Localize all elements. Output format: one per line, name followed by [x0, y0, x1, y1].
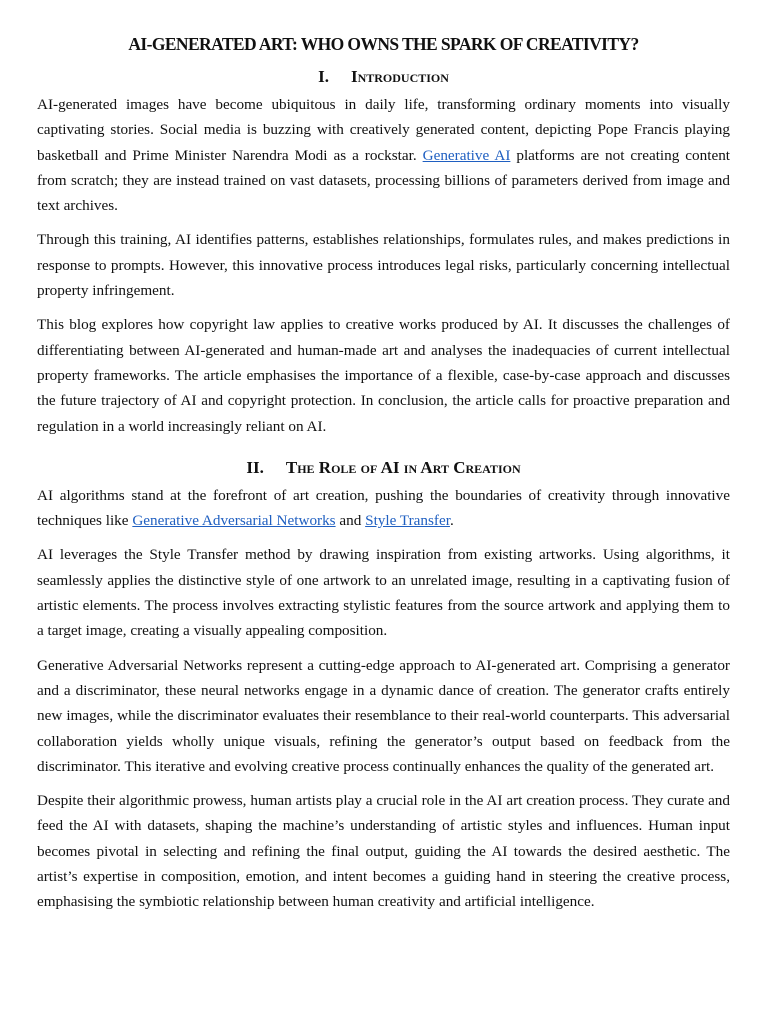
intro-paragraph-2: Through this training, AI identifies patterns, establishes relationships, formulates rules, and makes predictions in response to prompts. However, this innovative process introduces legal risks, particularly concerning intellectual property infringement.: [37, 231, 730, 300]
role-paragraph-2: AI leverages the Style Transfer method by drawing inspiration from existing artworks. Using algorithms, it seamlessly applies the distinctive style of one artwork to an unrelated image, resulting in a captivating fusion of artistic elements. The process involves extracting stylistic features from the source artwork and applying them to a target image, creating a visually appealing composition.: [37, 546, 730, 640]
document-page: [37, 0, 730, 915]
intro-paragraph-3: This blog explores how copyright law applies to creative works produced by AI. It discusses the challenges of differentiating between AI-generated and human-made art and analyses the inadequacies of current intellectual property frameworks. The article emphasises the importance of a flexible, case-by-case approach and discusses the future trajectory of AI and copyright protection. In conclusion, the article calls for proactive preparation and regulation in a world increasingly reliant on AI.: [37, 316, 730, 435]
paragraph-text: AI algorithms stand at the forefront of art creation, pushing the boundaries of creativity through innovative techniques like: [37, 486, 730, 530]
section-title: Introduction: [350, 67, 449, 86]
document-title: AI-GENERATED ART: WHO OWNS THE SPARK OF CREATIVITY?: [128, 34, 639, 54]
paragraph-text: platforms are not creating content from scratch; they are instead trained on vast datasets, processing billions of parameters derived from image and text archives.: [37, 146, 731, 215]
paragraph-text: and: [335, 512, 366, 530]
intro-paragraph-1: [37, 92, 730, 218]
section-number: I.: [318, 67, 329, 86]
section-heading-introduction: [37, 67, 730, 87]
role-paragraph-4: Despite their algorithmic prowess, human artists play a crucial role in the AI art creation process. They curate and feed the AI with datasets, shaping the machine’s understanding of artistic styles and influences. Human input becomes pivotal in selecting and refining the final output, guiding the AI towards the desired aesthetic. The artist’s expertise in composition, emotion, and intent becomes a guiding hand in steering the creative process, emphasising the symbiotic relationship between human creativity and artificial intelligence.: [37, 792, 730, 911]
style-transfer-link[interactable]: Style Transfer: [365, 512, 450, 530]
paragraph-text: .: [449, 512, 454, 530]
section-heading-role-of-ai: [37, 458, 730, 478]
role-paragraph-3: Generative Adversarial Networks represent a cutting-edge approach to AI-generated art. Comprising a generator and a discriminator, these neural networks engage in a dynamic dance of creation. The generator crafts entirely new images, while the discriminator evaluates their resemblance to their real-world counterparts. This adversarial collaboration yields wholly unique visuals, refining the generator’s output based on feedback from the discriminator. This iterative and evolving creative process continually enhances the quality of the generated art.: [37, 656, 730, 775]
paragraph-text: AI-generated images have become ubiquitous in daily life, transforming ordinary moments into visually captivating stories. Social media is buzzing with creatively generated content, depicting Pope Francis playing basketball and Prime Minister Narendra Modi as a rockstar.: [37, 96, 730, 164]
section-title: The Role of AI in Art Creation: [285, 457, 521, 477]
role-paragraph-1: [37, 483, 730, 534]
section-number: II.: [246, 457, 264, 477]
gan-link[interactable]: Generative Adversarial Networks: [132, 512, 336, 530]
generative-ai-link[interactable]: Generative AI: [422, 146, 511, 164]
